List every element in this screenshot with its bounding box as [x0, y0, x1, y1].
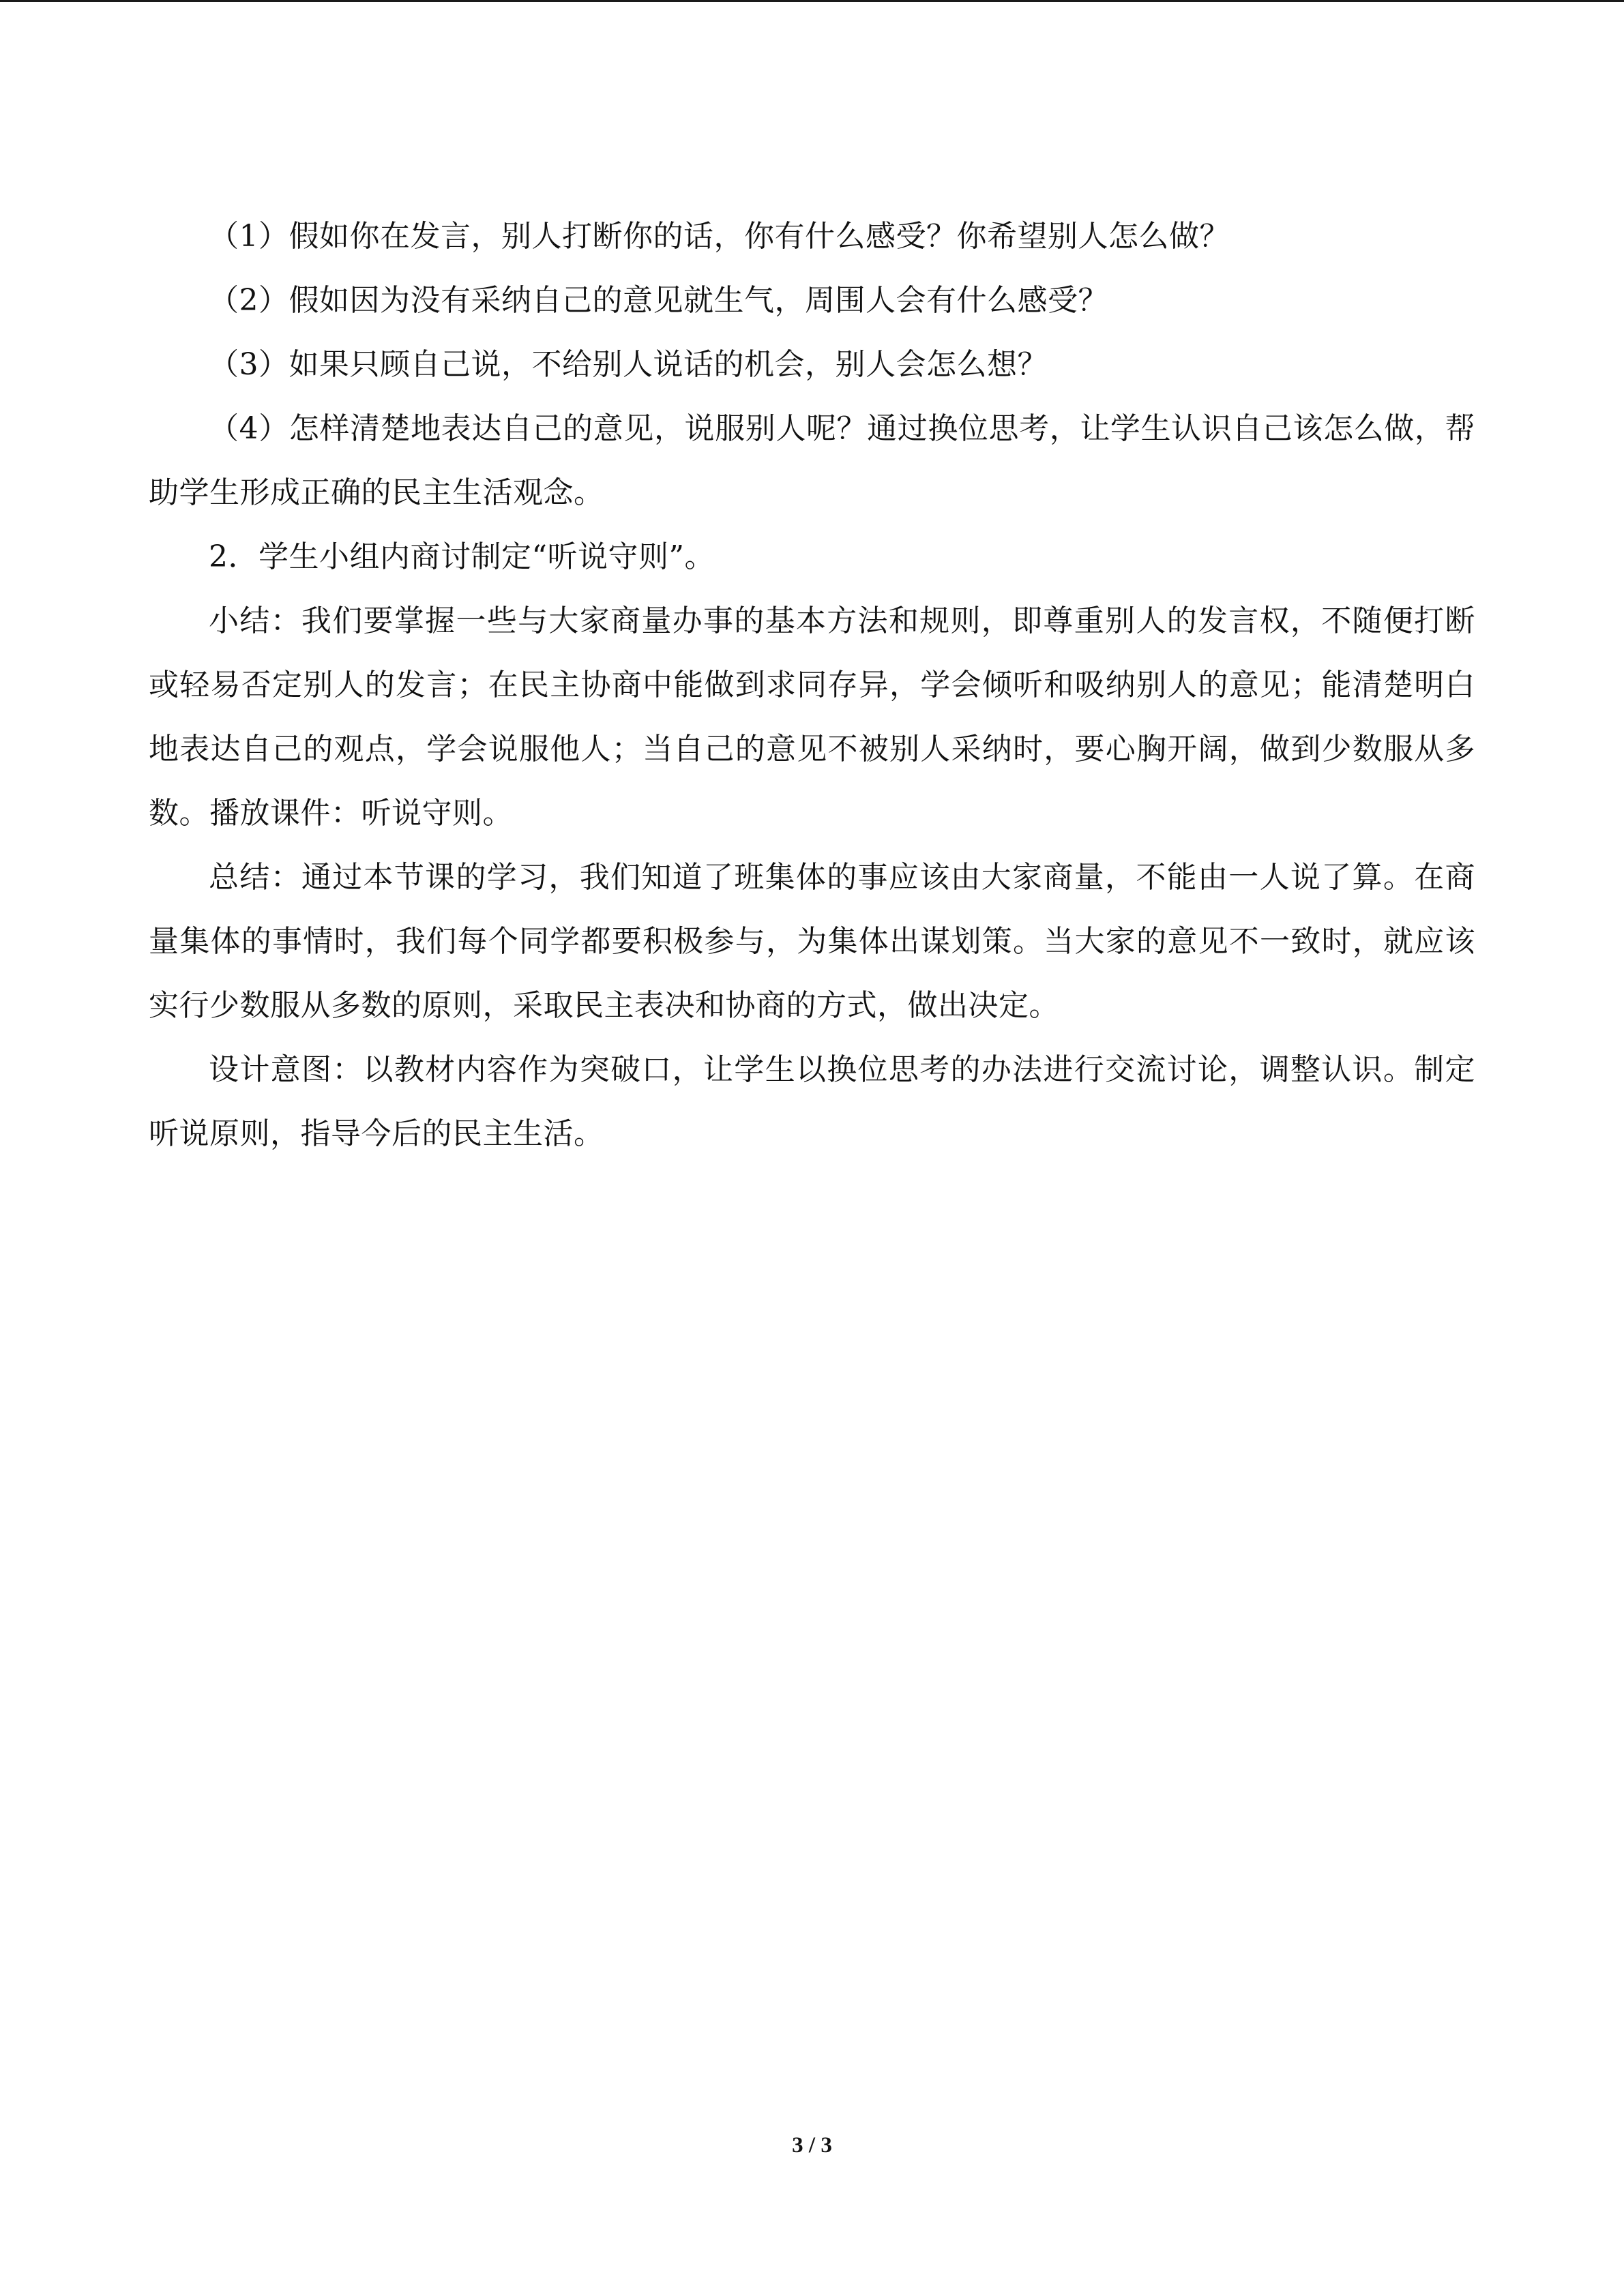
paragraph-summary: 小结：我们要掌握一些与大家商量办事的基本方法和规则，即尊重别人的发言权，不随便打断或轻易否定别人的发言；在民主协商中能做到求同存异，学会倾听和吸纳别人的意见；能清楚明白地表达自己的观点，学会说服他人；当自己的意见不被别人采纳时，要心胸开阔，做到少数服从多数。播放课件：听说守则。 — [149, 603, 1475, 831]
paragraph-question-2: （2）假如因为没有采纳自己的意见就生气，周围人会有什么感受？ — [209, 283, 1108, 318]
page-number: 3 / 3 — [792, 2133, 832, 2158]
document-body — [149, 205, 1475, 1166]
top-border-line — [0, 0, 1624, 2]
paragraph-step-2: 2．学生小组内商讨制定“听说守则”。 — [209, 539, 715, 574]
paragraph-question-4: （4）怎样清楚地表达自己的意见，说服别人呢？通过换位思考，让学生认识自己该怎么做，帮助学生形成正确的民主生活观念。 — [149, 411, 1475, 510]
paragraph-conclusion: 总结：通过本节课的学习，我们知道了班集体的事应该由大家商量，不能由一人说了算。在商量集体的事情时，我们每个同学都要积极参与，为集体出谋划策。当大家的意见不一致时，就应该实行少数服从多数的原则，采取民主表决和协商的方式，做出决定。 — [149, 860, 1475, 1023]
paragraph-question-1: （1）假如你在发言，别人打断你的话，你有什么感受？你希望别人怎么做？ — [209, 219, 1230, 254]
paragraph-design-intent: 设计意图：以教材内容作为突破口，让学生以换位思考的办法进行交流讨论，调整认识。制定听说原则，指导今后的民主生活。 — [149, 1052, 1475, 1151]
paragraph-question-3: （3）如果只顾自己说，不给别人说话的机会，别人会怎么想？ — [209, 347, 1048, 382]
